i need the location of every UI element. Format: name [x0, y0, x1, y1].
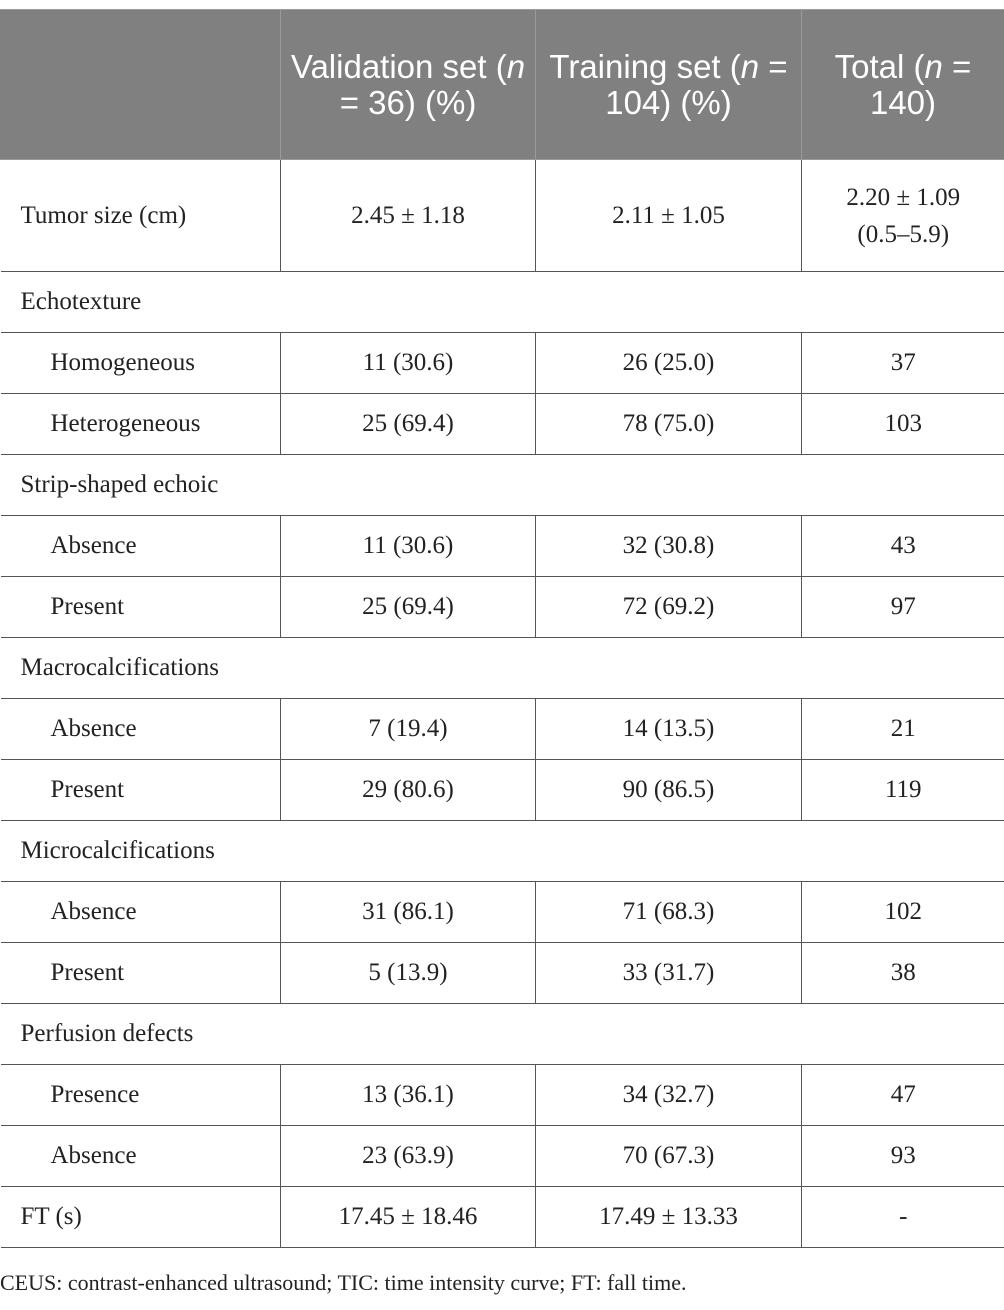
cell-validation: 31 (86.1)	[281, 882, 536, 943]
cell-training: 17.49 ± 13.33	[536, 1187, 802, 1248]
cell-training: 90 (86.5)	[536, 760, 802, 821]
table-row	[1, 577, 1004, 638]
group-row	[1, 455, 1004, 516]
group-label: Echotexture	[1, 272, 1004, 333]
cell-validation: 13 (36.1)	[281, 1065, 536, 1126]
row-label: Absence	[1, 882, 281, 943]
cell-total: 119	[802, 760, 1004, 821]
cell-training: 32 (30.8)	[536, 516, 802, 577]
row-label: Present	[1, 577, 281, 638]
cell-validation: 17.45 ± 18.46	[281, 1187, 536, 1248]
row-label: Present	[1, 943, 281, 1004]
table-row	[1, 699, 1004, 760]
cell-training: 2.11 ± 1.05	[536, 160, 802, 272]
data-table	[0, 9, 1004, 1248]
group-label: Perfusion defects	[1, 1004, 1004, 1065]
cell-validation: 5 (13.9)	[281, 943, 536, 1004]
cell-total: 37	[802, 333, 1004, 394]
table-row	[1, 943, 1004, 1004]
cell-total: 47	[802, 1065, 1004, 1126]
row-label: Present	[1, 760, 281, 821]
cell-validation: 23 (63.9)	[281, 1126, 536, 1187]
row-label: Tumor size (cm)	[1, 160, 281, 272]
cell-validation: 25 (69.4)	[281, 394, 536, 455]
row-label: Absence	[1, 699, 281, 760]
table-footnote: CEUS: contrast-enhanced ultrasound; TIC: time intensity curve; FT: fall time.	[0, 1270, 687, 1295]
cell-training: 70 (67.3)	[536, 1126, 802, 1187]
cell-total: 21	[802, 699, 1004, 760]
cell-total	[802, 160, 1004, 272]
header-validation: Validation set (n = 36) (%)	[281, 10, 536, 160]
group-row	[1, 821, 1004, 882]
cell-total: 102	[802, 882, 1004, 943]
row-label: FT (s)	[1, 1187, 281, 1248]
row-label: Heterogeneous	[1, 394, 281, 455]
cell-total: -	[802, 1187, 1004, 1248]
header-blank	[1, 10, 281, 160]
row-label: Absence	[1, 1126, 281, 1187]
table-row	[1, 882, 1004, 943]
group-row	[1, 638, 1004, 699]
table-row	[1, 394, 1004, 455]
table-row	[1, 160, 1004, 272]
cell-training: 71 (68.3)	[536, 882, 802, 943]
group-label: Microcalcifications	[1, 821, 1004, 882]
cell-training: 34 (32.7)	[536, 1065, 802, 1126]
cell-validation: 2.45 ± 1.18	[281, 160, 536, 272]
cell-validation: 11 (30.6)	[281, 333, 536, 394]
cell-total: 93	[802, 1126, 1004, 1187]
table-row	[1, 760, 1004, 821]
table-row	[1, 333, 1004, 394]
cell-total-line2: (0.5–5.9)	[857, 220, 950, 248]
cell-training: 14 (13.5)	[536, 699, 802, 760]
header-training: Training set (n = 104) (%)	[536, 10, 802, 160]
cell-total: 43	[802, 516, 1004, 577]
row-label: Presence	[1, 1065, 281, 1126]
table-row	[1, 1065, 1004, 1126]
table-row	[1, 1187, 1004, 1248]
row-label: Absence	[1, 516, 281, 577]
group-label: Strip-shaped echoic	[1, 455, 1004, 516]
table-row	[1, 516, 1004, 577]
cell-training: 33 (31.7)	[536, 943, 802, 1004]
cell-total: 103	[802, 394, 1004, 455]
group-row	[1, 1004, 1004, 1065]
header-total: Total (n = 140)	[802, 10, 1004, 160]
cell-training: 78 (75.0)	[536, 394, 802, 455]
table-row	[1, 1126, 1004, 1187]
cell-training: 26 (25.0)	[536, 333, 802, 394]
cell-validation: 29 (80.6)	[281, 760, 536, 821]
group-label: Macrocalcifications	[1, 638, 1004, 699]
cell-validation: 11 (30.6)	[281, 516, 536, 577]
cell-total: 97	[802, 577, 1004, 638]
header-row	[1, 10, 1004, 160]
cell-total-line1: 2.20 ± 1.09	[846, 183, 961, 211]
cell-total: 38	[802, 943, 1004, 1004]
group-row	[1, 272, 1004, 333]
row-label: Homogeneous	[1, 333, 281, 394]
cell-validation: 7 (19.4)	[281, 699, 536, 760]
cell-validation: 25 (69.4)	[281, 577, 536, 638]
cell-training: 72 (69.2)	[536, 577, 802, 638]
